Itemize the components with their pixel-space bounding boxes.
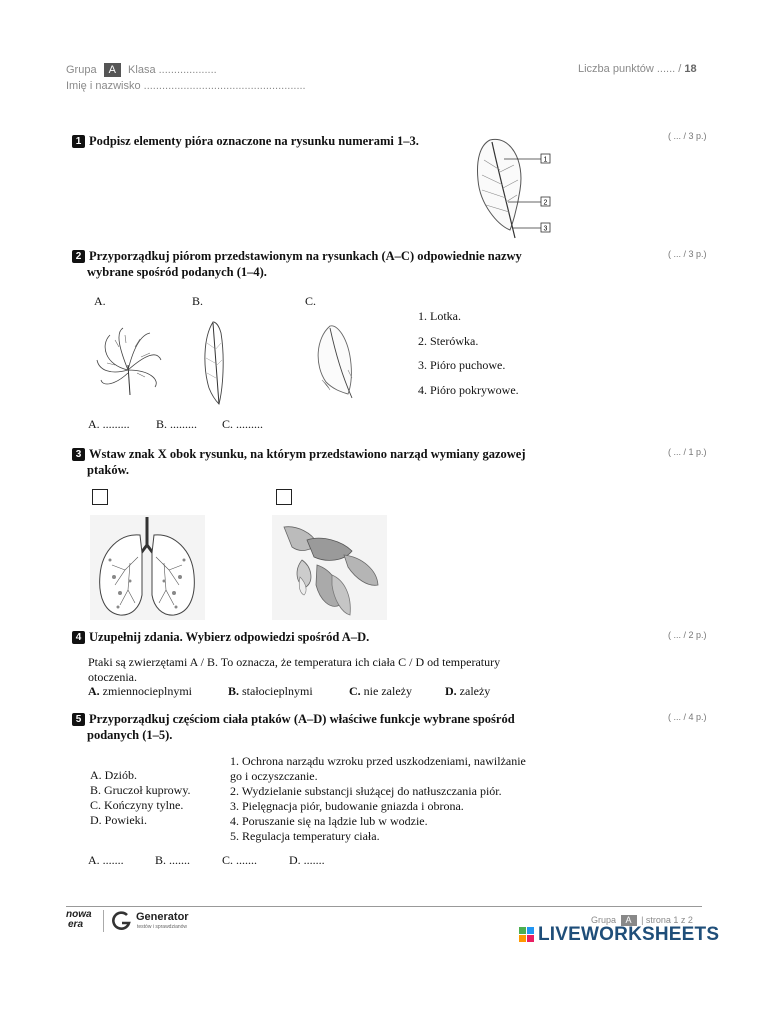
question-text-line2: wybrane spośród podanych (1–4). xyxy=(87,265,267,279)
sentence-line2: otoczenia. xyxy=(88,670,137,684)
choice-b[interactable] xyxy=(228,684,313,699)
points-label: Liczba punktów ...... / xyxy=(578,63,682,75)
footer-divider xyxy=(66,906,702,907)
answer-c[interactable]: C. ......... xyxy=(222,417,264,431)
contour-feather-image xyxy=(308,320,368,400)
image-label-b: B. xyxy=(192,294,204,308)
brand-line2: era xyxy=(68,919,84,930)
mammal-lungs-image xyxy=(90,515,205,620)
function-5: 5. Regulacja temperatury ciała. xyxy=(230,829,380,843)
body-parts-list xyxy=(90,768,191,828)
question-text: Podpisz elementy pióra oznaczone na rysunku numerami 1–3. xyxy=(89,134,419,148)
question-4-points: ( ... / 2 p.) xyxy=(668,630,707,640)
checkbox-mammal-lungs[interactable] xyxy=(92,489,108,505)
question-3-title xyxy=(72,446,526,478)
points-total-value: 18 xyxy=(684,63,697,75)
generator-title: Generator xyxy=(136,911,189,923)
down-feather-image xyxy=(95,325,165,400)
function-2: 2. Wydzielanie substancji służącej do natłuszczania piór. xyxy=(230,784,502,798)
group-label: Grupa xyxy=(66,64,97,76)
question-number: 4 xyxy=(72,631,85,644)
bird-lungs-image xyxy=(272,515,387,620)
page-info: | strona 1 z 2 xyxy=(641,915,693,925)
q5-answer-c[interactable]: C. ....... xyxy=(222,853,258,867)
choice-text: nie zależy xyxy=(363,684,412,698)
part-d: D. Powieki. xyxy=(90,813,147,827)
question-1-title xyxy=(72,133,419,149)
feather-name-options xyxy=(418,304,519,402)
part-b: B. Gruczoł kuprowy. xyxy=(90,783,191,797)
q5-answer-b[interactable]: B. ....... xyxy=(155,853,191,867)
brand-line1: nowa xyxy=(66,909,92,920)
liveworksheets-wordmark[interactable]: LIVEWORKSHEETS xyxy=(538,924,720,945)
generator-subtitle: testów i sprawdzianów xyxy=(137,924,188,930)
question-text: Uzupełnij zdania. Wybierz odpowiedzi spośród A–D. xyxy=(89,630,370,644)
footer-separator xyxy=(103,910,104,932)
feather-diagram xyxy=(470,130,560,240)
group-badge: A xyxy=(104,63,121,77)
question-text-line2: podanych (1–5). xyxy=(87,728,173,742)
choice-letter: C. xyxy=(349,684,361,698)
option-4: 4. Pióro pokrywowe. xyxy=(418,382,519,397)
question-4-title xyxy=(72,629,369,645)
image-label-a: A. xyxy=(94,294,106,308)
answer-b[interactable]: B. ......... xyxy=(156,417,198,431)
option-2: 2. Sterówka. xyxy=(418,333,479,348)
sentence-line1: Ptaki są zwierzętami A / B. To oznacza, że temperatura ich ciała C / D od temperatury xyxy=(88,655,501,669)
choice-letter: B. xyxy=(228,684,240,698)
question-5-points: ( ... / 4 p.) xyxy=(668,712,707,722)
class-field[interactable]: Klasa ................... xyxy=(128,64,217,76)
choice-letter: D. xyxy=(445,684,457,698)
function-4: 4. Poruszanie się na lądzie lub w wodzie. xyxy=(230,814,428,828)
question-text-line1: Przyporządkuj częściom ciała ptaków (A–D) właściwe funkcje wybrane spośród xyxy=(89,712,515,726)
answer-a[interactable]: A. ......... xyxy=(88,417,130,431)
question-4-sentence xyxy=(88,655,500,685)
choice-letter: A. xyxy=(88,684,100,698)
marker-1: 1 xyxy=(543,156,548,164)
points-total xyxy=(578,63,697,75)
nowa-era-logo xyxy=(66,910,92,930)
option-3: 3. Pióro puchowe. xyxy=(418,358,506,372)
question-text-line2: ptaków. xyxy=(87,463,130,477)
question-5-title xyxy=(72,711,515,743)
choice-a[interactable] xyxy=(88,684,192,699)
function-1-line2: go i oczyszczanie. xyxy=(230,769,318,783)
function-1-line1: 1. Ochrona narządu wzroku przed uszkodzeniami, nawilżanie xyxy=(230,754,526,768)
choice-text: zależy xyxy=(459,684,491,698)
liveworksheets-logo-icon xyxy=(519,927,535,943)
part-c: C. Kończyny tylne. xyxy=(90,798,184,812)
marker-2: 2 xyxy=(543,199,548,207)
name-field[interactable]: Imię i nazwisko ..................................................... xyxy=(66,80,306,92)
question-1-points: ( ... / 3 p.) xyxy=(668,131,707,141)
function-3: 3. Pielęgnacja piór, budowanie gniazda i obrona. xyxy=(230,799,464,813)
question-text-line1: Wstaw znak X obok rysunku, na którym przedstawiono narząd wymiany gazowej xyxy=(89,447,526,461)
page-group-badge: A xyxy=(621,915,637,926)
choice-text: stałocieplnymi xyxy=(242,684,313,698)
q5-answer-d[interactable]: D. ....... xyxy=(289,853,325,867)
question-2-title xyxy=(72,248,522,280)
question-2-points: ( ... / 3 p.) xyxy=(668,249,707,259)
choice-c[interactable] xyxy=(349,684,412,699)
image-label-c: C. xyxy=(305,294,317,308)
flight-feather-image xyxy=(195,318,245,406)
choice-text: zmiennocieplnymi xyxy=(102,684,192,698)
q5-answer-a[interactable]: A. ....... xyxy=(88,853,124,867)
question-text-line1: Przyporządkuj piórom przedstawionym na rysunkach (A–C) odpowiednie nazwy xyxy=(89,249,522,263)
page-group-label: Grupa xyxy=(591,915,617,925)
marker-3: 3 xyxy=(543,225,548,233)
functions-list xyxy=(230,754,526,844)
question-number: 5 xyxy=(72,713,85,726)
checkbox-bird-lungs[interactable] xyxy=(276,489,292,505)
choice-d[interactable] xyxy=(445,684,490,699)
question-3-points: ( ... / 1 p.) xyxy=(668,447,707,457)
part-a: A. Dziób. xyxy=(90,768,137,782)
question-number: 1 xyxy=(72,135,85,148)
question-number: 2 xyxy=(72,250,85,263)
generator-logo-icon xyxy=(110,910,132,932)
option-1: 1. Lotka. xyxy=(418,309,461,323)
question-number: 3 xyxy=(72,448,85,461)
header-group-row xyxy=(66,63,217,77)
